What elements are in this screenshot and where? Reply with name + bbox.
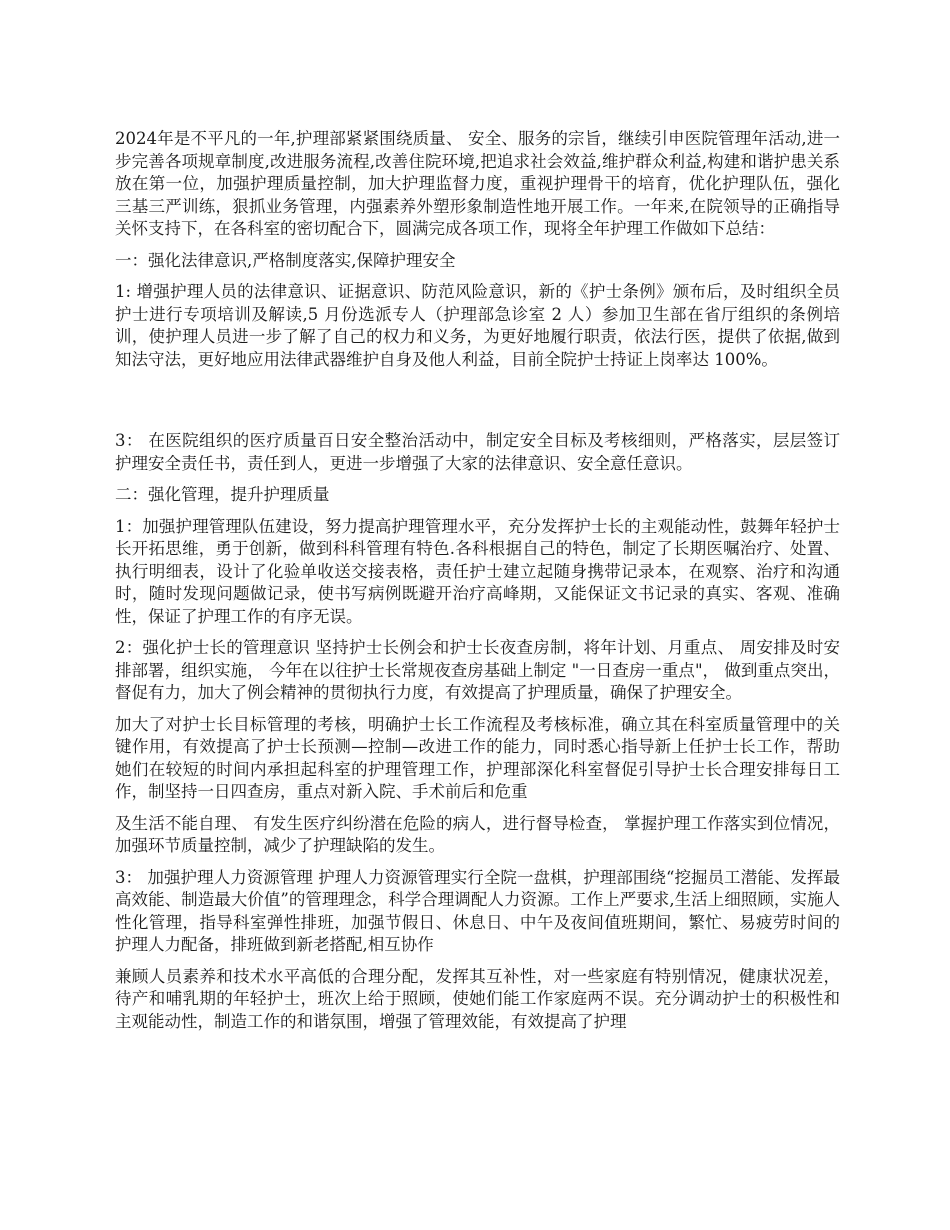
section-2-item-3-continued: 兼顾人员素养和技术水平高低的合理分配，发挥其互补性，对一些家庭有特别情况，健康状况差，待产和哺乳期的年轻护士，班次上给于照顾，使她们能工作家庭两不误。充分调动护士的积极性和主观能动性，制造工作的和谐氛围，增强了管理效能，有效提高了护理 <box>115 966 840 1031</box>
section-2-item-2: 2：强化护士长的管理意识 坚持护士长例会和护士长夜查房制，将年计划、月重点、 周安排及时安排部署，组织实施， 今年在以往护士长常规夜查房基础上制定 "一日查房一重点"， 做到重点突出，督促有力，加大了例会精神的贯彻执行力度，有效提高了护理质量，确保了护理安全。 <box>115 638 840 702</box>
section-2-item-2-tail: 及生活不能自理、 有发生医疗纠纷潜在危险的病人，进行督导检查， 掌握护理工作落实到位情况， 加强环节质量控制，减少了护理缺陷的发生。 <box>115 813 840 855</box>
section-1-heading: 一：强化法律意识,严格制度落实,保障护理安全 <box>115 250 456 270</box>
section-2-item-1: 1：加强护理管理队伍建设，努力提高护理管理水平，充分发挥护士长的主观能动性，鼓舞年轻护士长开拓思维，勇于创新，做到科科管理有特色.各科根据自己的特色，制定了长期医嘱治疗、处置、执行明细表，设计了化验单收送交接表格，责任护士建立起随身携带记录本，在观察、治疗和沟通时，随时发现问题做记录，使书写病例既避开治疗高峰期，又能保证文书记录的真实、客观、准确性，保证了护理工作的有序无误。 <box>115 516 840 626</box>
section-1-item-1: 1: 增强护理人员的法律意识、证据意识、防范风险意识，新的《护士条例》颁布后，及时组织全员护士进行专项培训及解读,5 月份选派专人（护理部急诊室 2 人）参加卫生部在省厅组织的条例培训，使护理人员进一步了解了自己的权力和义务，为更好地履行职责，依法行医，提供了依据,做到知法守法，更好地应用法律武器维护自身及他人利益，目前全院护士持证上岗率达 100%。 <box>115 282 840 369</box>
blank-gap <box>115 380 840 430</box>
document-body <box>115 128 840 1042</box>
section-2-item-2-continued: 加大了对护士长目标管理的考核，明确护士长工作流程及考核标准，确立其在科室质量管理中的关键作用，有效提高了护士长预测—控制—改进工作的能力，同时悉心指导新上任护士长工作，帮助她们在较短的时间内承担起科室的护理管理工作，护理部深化科室督促引导护士长合理安排每日工作，制坚持一日四查房，重点对新入院、手术前后和危重 <box>115 714 840 801</box>
intro-paragraph: 2024年是不平凡的一年,护理部紧紧围绕质量、 安全、服务的宗旨，继续引申医院管理年活动,进一步完善各项规章制度,改进服务流程,改善住院环境,把追求社会效益,维护群众利益,构建和谐护患关系放在第一位，加强护理质量控制，加大护理监督力度，重视护理骨干的培育，优化护理队伍，强化三基三严训练，狠抓业务管理，内强素养外塑形象制造性地开展工作。一年来,在院领导的正确指导关怀支持下，在各科室的密切配合下，圆满完成各项工作，现将全年护理工作做如下总结： <box>115 129 840 238</box>
section-1-item-3: 3： 在医院组织的医疗质量百日安全整治活动中，制定安全目标及考核细则，严格落实，层层签订护理安全责任书，责任到人，更进一步增强了大家的法律意识、安全意任意识。 <box>115 431 840 473</box>
section-2-heading: 二：强化管理，提升护理质量 <box>115 485 330 504</box>
section-2-item-3: 3： 加强护理人力资源管理 护理人力资源管理实行全院一盘棋，护理部围绕“挖掘员工潜能、发挥最高效能、制造最大价值”的管理理念，科学合理调配人力资源。工作上严要求,生活上细照顾，实施人性化管理，指导科室弹性排班，加强节假日、休息日、中午及夜间值班期间，繁忙、易疲劳时间的护理人力配备，排班做到新老搭配,相互协作 <box>115 867 840 954</box>
